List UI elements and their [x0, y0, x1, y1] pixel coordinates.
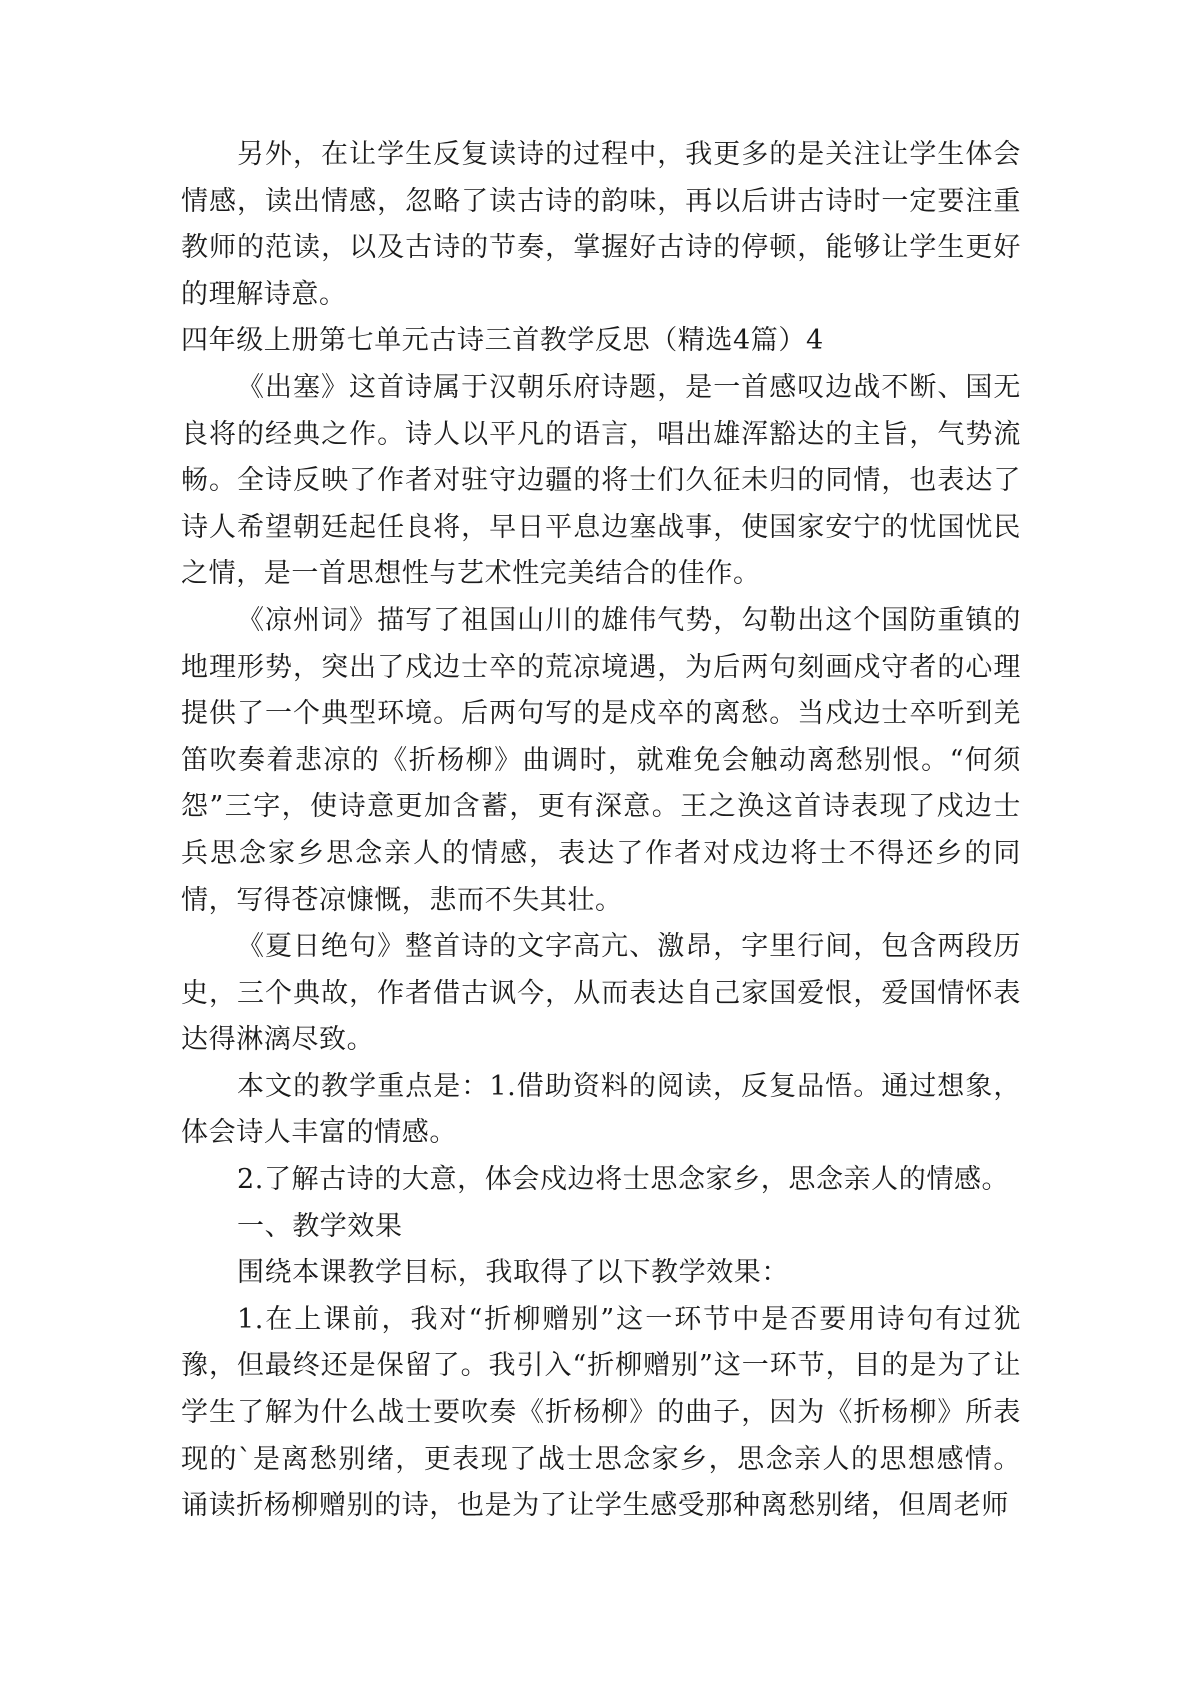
paragraph-teaching-focus-2: 2.了解古诗的大意，体会戍边将士思念家乡，思念亲人的情感。 — [237, 1164, 1010, 1196]
document-body — [181, 132, 1021, 1530]
paragraph-xiarijueju: 《夏日绝句》整首诗的文字高亢、激昂，字里行间，包含两段历史，三个典故，作者借古讽今，从而表达自己家国爱恨，爱国情怀表达得淋漓尽致。 — [181, 931, 1021, 1056]
paragraph-teaching-focus-1: 本文的教学重点是：1.借助资料的阅读，反复品悟。通过想象，体会诗人丰富的情感。 — [181, 1070, 1021, 1149]
paragraph-liangzhouci: 《凉州词》描写了祖国山川的雄伟气势，勾勒出这个国防重镇的地理形势，突出了戍边士卒的荒凉境遇，为后两句刻画戍守者的心理提供了一个典型环境。后两句写的是戍卒的离愁。当戍边士卒听到羌笛吹奏着悲凉的《折杨柳》曲调时，就难免会触动离愁别恨。“何须怨”三字，使诗意更加含蓄，更有深意。王之涣这首诗表现了戍边士兵思念家乡思念亲人的情感，表达了作者对戍边将士不得还乡的同情，写得苍凉慷慨，悲而不失其壮。 — [181, 604, 1021, 916]
paragraph-effect-intro: 围绕本课教学目标，我取得了以下教学效果： — [237, 1257, 789, 1289]
paragraph-chusai: 《出塞》这首诗属于汉朝乐府诗题，是一首感叹边战不断、国无良将的经典之作。诗人以平凡的语言，唱出雄浑豁达的主旨，气势流畅。全诗反映了作者对驻守边疆的将士们久征未归的同情，也表达了诗人希望朝廷起任良将，早日平息边塞战事，使国家安宁的忧国忧民之情，是一首思想性与艺术性完美结合的佳作。 — [181, 371, 1021, 590]
paragraph-effect-1: 1.在上课前，我对“折柳赠别”这一环节中是否要用诗句有过犹豫，但最终还是保留了。我引入“折柳赠别”这一环节，目的是为了让学生了解为什么战士要吹奏《折杨柳》的曲子，因为《折杨柳》所表现的`是离愁别绪，更表现了战士思念家乡，思念亲人的思想感情。诵读折杨柳赠别的诗，也是为了让学生感受那种离愁别绪，但周老师 — [181, 1303, 1021, 1522]
subheading-teaching-effect: 一、教学效果 — [237, 1210, 403, 1242]
section-heading: 四年级上册第七单元古诗三首教学反思（精选4篇）4 — [181, 325, 824, 357]
paragraph-reading-reflection: 另外，在让学生反复读诗的过程中，我更多的是关注让学生体会情感，读出情感，忽略了读古诗的韵味，再以后讲古诗时一定要注重教师的范读，以及古诗的节奏，掌握好古诗的停顿，能够让学生更好的理解诗意。 — [181, 139, 1021, 310]
